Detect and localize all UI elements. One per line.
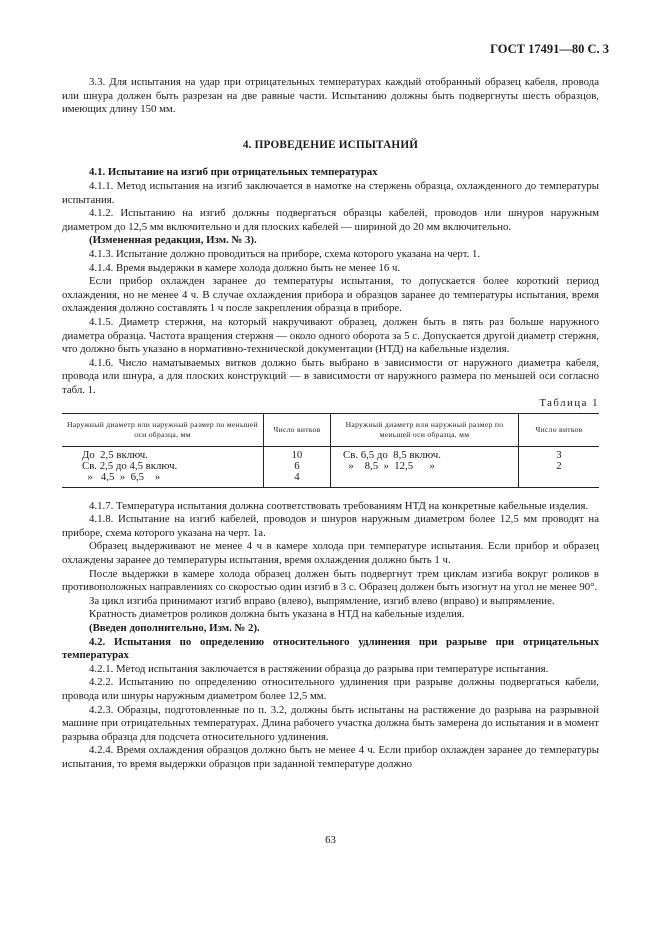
table-cell [518,472,599,487]
table-row [62,447,599,462]
table-cell: Св. 6,5 до 8,5 включ. [331,447,519,462]
paragraph-4-2-4: 4.2.4. Время охлаждения образцов должно быть не менее 4 ч. Если прибор охлажден заранее до температуры испытания, то время выдержки образцов при заданной температуре должно [62,744,599,770]
table-cell: Св. 2,5 до 4,5 включ. [82,460,178,473]
table-1 [62,413,599,488]
paragraph-4-1-4: 4.1.4. Время выдержки в камере холода должно быть не менее 16 ч. [89,261,401,274]
table-cell: 10 [263,447,330,462]
paragraph-4-2-1: 4.2.1. Метод испытания заключается в растяжении образца до разрыва при температуре испытания. [89,662,549,675]
table-header-cell: Число витков [263,414,330,447]
table-cell: 4 [263,472,330,487]
table-cell: » 4,5 » 6,5 » [62,472,263,487]
table-cell: 3 [518,447,599,462]
table-row [62,472,599,487]
paragraph-4-1-8-e: Кратность диаметров роликов должна быть указана в НТД на кабельные изделия. [89,608,465,621]
table-cell: 6 [263,461,330,472]
heading-4-2: 4.2. Испытания по определению относительного удлинения при разрыве при отрицательных температурах [62,635,599,662]
paragraph-4-1-8: 4.1.8. Испытание на изгиб кабелей, проводов и шнуров наружным диаметром более 12,5 мм проводят на приборе, схема которого указана на черт. 1а. [62,513,599,539]
heading-4-1: 4.1. Испытание на изгиб при отрицательных температурах [89,166,378,179]
paragraph-4-1-2: 4.1.2. Испытанию на изгиб должны подвергаться образцы кабелей, проводов или шнуров наружным диаметром до 12,5 мм включительно и для плоских кабелей — шириной до 20 мм включительно. [62,207,599,233]
paragraph-4-1-8-d: За цикл изгиба принимают изгиб вправо (влево), выпрямление, изгиб влево (вправо) и выпрямление. [89,594,555,607]
paragraph-4-2-2: 4.2.2. Испытанию по определению относительного удлинения при разрыве должны подвергаться кабели, провода или шнуры наружным диаметром более 12,5 мм. [62,676,599,702]
paragraph-4-1-7: 4.1.7. Температура испытания должна соответствовать требованиям НТД на конкретные кабельные изделия. [89,499,589,512]
page-header: ГОСТ 17491—80 С. 3 [490,42,609,56]
paragraph-4-2-3: 4.2.3. Образцы, подготовленные по п. 3.2, должны быть испытаны на растяжение до разрыва на разрывной машине при отрицательных температурах. Длина рабочего участка должна быть замерена до испытания и в момент разрыва образца для подсчета относительного удлинения. [62,703,599,743]
section-title: 4. ПРОВЕДЕНИЕ ИСПЫТАНИЙ [242,138,419,151]
table-cell [331,472,519,487]
edition-note: (Измененная редакция, Изм. № 3). [89,234,257,247]
table-header-cell: Наружный диаметр или наружный размер по меньшей оси образца, мм [331,414,519,447]
table-header-row [62,414,599,447]
table-cell: До 2,5 включ. [82,449,148,462]
table-header-cell: Число витков [518,414,599,447]
table-header-cell: Наружный диаметр или наружный размер по меньшей оси образца, мм [62,414,263,447]
paragraph-4-1-8-c: После выдержки в камере холода образец должен быть подвергнут трем циклам изгиба вокруг роликов в противоположных направлениях со скоростью один изгиб в 3 с. Образец должен быть изогнут на угол не менее 90°. [62,567,599,594]
table-caption: Таблица 1 [539,397,599,410]
paragraph-4-1-6: 4.1.6. Число наматываемых витков должно быть выбрано в зависимости от наружного диаметра кабеля, провода или шнура, а для плоских конструкций — в зависимости от наружного размера по меньшей оси согласно табл. 1. [62,356,599,396]
table-cell: 2 [518,461,599,472]
table-cell: » 8,5 » 12,5 » [331,461,519,472]
paragraph-3-3: 3.3. Для испытания на удар при отрицательных температурах каждый отобранный образец кабеля, провода или шнура должен быть разрезан на две равные части. Испытанию должны быть подвергнуты шесть образцов, имеющих длину 150 мм. [62,76,599,116]
text-block-top [62,76,599,772]
paragraph-4-1-8-b: Образец выдерживают не менее 4 ч в камере холода при температуре испытания. Если прибор и образец охлаждены заранее до температуры испытания, время охлаждения должно быть 1 ч. [62,540,599,567]
paragraph-4-1-1: 4.1.1. Метод испытания на изгиб заключается в намотке на стержень образца, охлажденного до температуры испытания. [62,179,599,206]
addition-note: (Введен дополнительно, Изм. № 2). [89,622,260,635]
paragraph-4-1-4-cont: Если прибор охлажден заранее до температуры испытания, то допускается более короткий период охлаждения, но не менее 4 ч. В случае охлаждения прибора и образцов заранее до температуры испытания, время охлаждения должно составлять 1 ч после закрепления образца в приборе. [62,275,599,315]
paragraph-4-1-3: 4.1.3. Испытание должно проводиться на приборе, схема которого указана на черт. 1. [89,247,481,260]
page-number: 63 [325,834,336,846]
paragraph-4-1-5: 4.1.5. Диаметр стержня, на который накручивают образец, должен быть в пять раз больше наружного диаметра образца. Частота вращения стержня — около одного оборота за 5 с. Допускается другой диаметр стержня, что должно быть указано в нормативно-технической документации (НТД) на кабельные изделия. [62,315,599,356]
